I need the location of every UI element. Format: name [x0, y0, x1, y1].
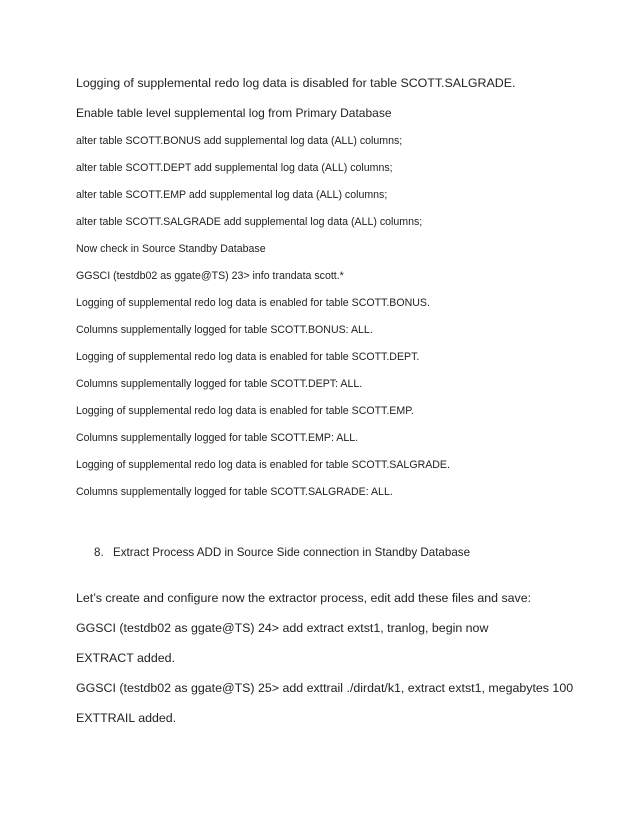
trandata-output-line: Columns supplementally logged for table SCOTT.BONUS: ALL. [76, 324, 373, 336]
trandata-output-line: Columns supplementally logged for table SCOTT.EMP: ALL. [76, 432, 359, 444]
intro-line: Logging of supplemental redo log data is disabled for table SCOTT.SALGRADE. [76, 76, 516, 90]
trandata-command: GGSCI (testdb02 as ggate@TS) 23> info trandata scott.* [76, 270, 344, 282]
section-heading [94, 546, 470, 559]
alter-statement-salgrade: alter table SCOTT.SALGRADE add supplemental log data (ALL) columns; [76, 216, 423, 228]
check-note: Now check in Source Standby Database [76, 243, 266, 255]
section-title: Extract Process ADD in Source Side connection in Standby Database [113, 546, 471, 559]
alter-statement-emp: alter table SCOTT.EMP add supplemental log data (ALL) columns; [76, 189, 388, 201]
add-exttrail-command: GGSCI (testdb02 as ggate@TS) 25> add exttrail ./dirdat/k1, extract extst1, megabytes 100 [76, 681, 574, 695]
section-intro: Let’s create and configure now the extractor process, edit add these files and save: [76, 591, 532, 605]
extract-added-output: EXTRACT added. [76, 651, 175, 665]
trandata-output-line: Columns supplementally logged for table SCOTT.DEPT: ALL. [76, 378, 363, 390]
add-extract-command: GGSCI (testdb02 as ggate@TS) 24> add extract extst1, tranlog, begin now [76, 621, 489, 635]
alter-statement-bonus: alter table SCOTT.BONUS add supplemental log data (ALL) columns; [76, 135, 403, 147]
exttrail-added-output: EXTTRAIL added. [76, 711, 177, 725]
trandata-output-line: Logging of supplemental redo log data is enabled for table SCOTT.BONUS. [76, 297, 430, 309]
trandata-output-line: Columns supplementally logged for table SCOTT.SALGRADE: ALL. [76, 486, 393, 498]
trandata-output-line: Logging of supplemental redo log data is enabled for table SCOTT.DEPT. [76, 351, 420, 363]
primary-heading: Enable table level supplemental log from Primary Database [76, 106, 392, 120]
section-number: 8. [94, 546, 104, 559]
trandata-output-line: Logging of supplemental redo log data is enabled for table SCOTT.SALGRADE. [76, 459, 450, 471]
alter-statement-dept: alter table SCOTT.DEPT add supplemental log data (ALL) columns; [76, 162, 393, 174]
trandata-output-line: Logging of supplemental redo log data is enabled for table SCOTT.EMP. [76, 405, 414, 417]
